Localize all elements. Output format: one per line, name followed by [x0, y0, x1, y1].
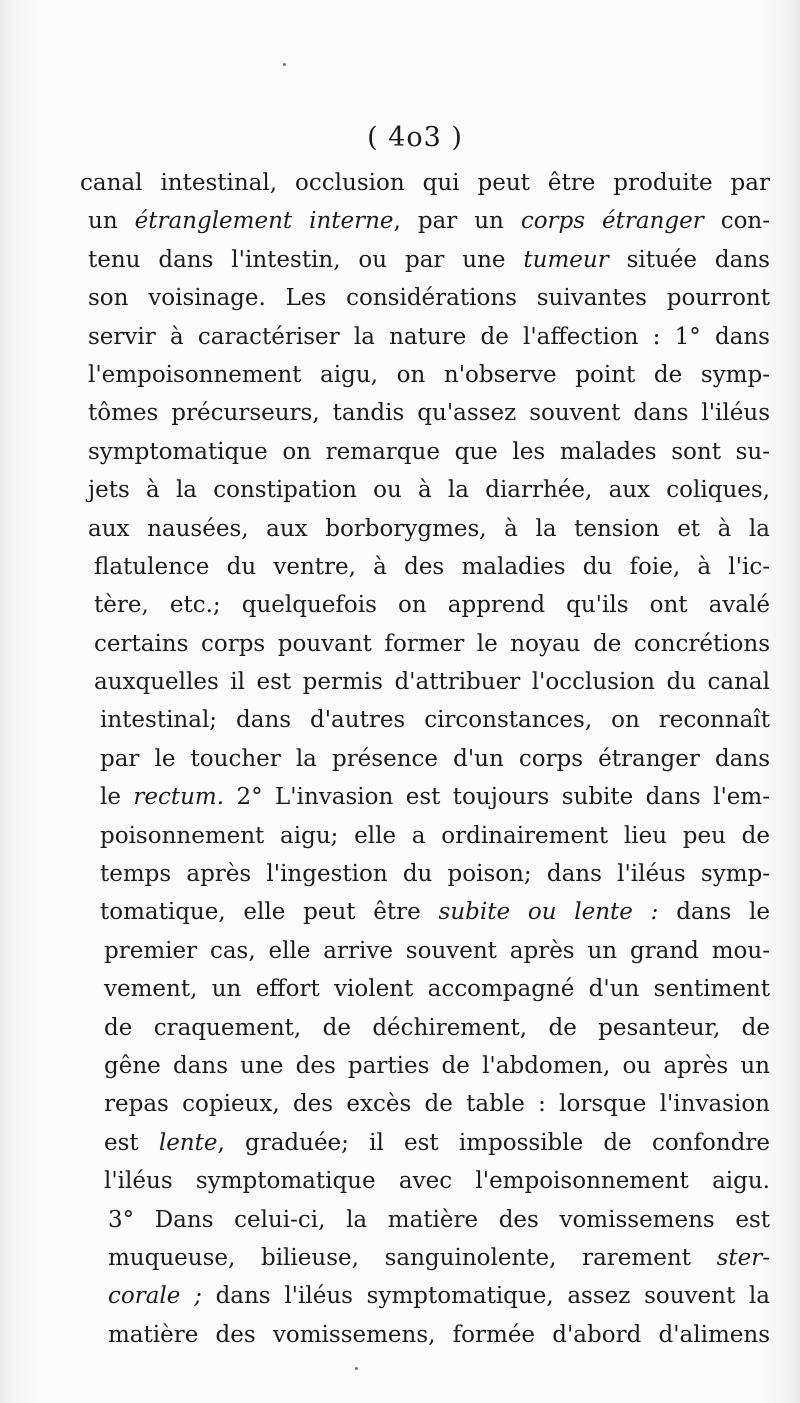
text-line: [80, 701, 770, 739]
text-line: [80, 471, 770, 509]
text-run: premier cas, elle arrive souvent après un grand mou-: [104, 937, 770, 964]
text-line: [80, 855, 770, 893]
text-run: dans le: [658, 899, 770, 926]
text-run: , graduée; il est impossible de confondre: [217, 1129, 770, 1156]
text-run: aux nausées, aux borborygmes, à la tension et à la: [88, 515, 770, 542]
text-line: [80, 1009, 770, 1047]
text-line: [80, 625, 770, 663]
text-run: est: [104, 1129, 159, 1156]
text-run: certains corps pouvant former le noyau de concrétions: [94, 630, 770, 657]
text-run: repas copieux, des excès de table : lorsque l'invasion: [104, 1091, 770, 1118]
text-line: [80, 1316, 770, 1354]
text-line: [80, 740, 770, 778]
text-run: jets à la constipation ou à la diarrhée, aux coliques,: [88, 477, 770, 504]
text-run: 2° L'invasion est toujours subite dans l'em-: [224, 784, 770, 811]
text-run: muqueuse, bilieuse, sanguinolente, rarement: [108, 1244, 717, 1271]
text-run: tômes précurseurs, tandis qu'assez souvent dans l'iléus: [88, 400, 770, 427]
text-run: , par un: [393, 208, 521, 235]
text-run: l'empoisonnement aigu, on n'observe point de symp-: [88, 361, 770, 388]
text-run: 3° Dans celui-ci, la matière des vomissemens est: [108, 1206, 770, 1233]
italic-run: rectum.: [133, 784, 225, 811]
italic-run: corale ;: [108, 1283, 202, 1310]
text-line: [80, 1162, 770, 1200]
text-run: dans l'iléus symptomatique, assez souvent la: [201, 1283, 770, 1310]
italic-run: tumeur: [523, 246, 609, 273]
text-line: [80, 1239, 770, 1277]
text-run: de craquement, de déchirement, de pesanteur, de: [104, 1014, 770, 1041]
text-run: tenu dans l'intestin, ou par une: [88, 246, 524, 273]
text-run: un: [88, 208, 135, 235]
text-run: con-: [703, 208, 771, 235]
text-line: [80, 548, 770, 586]
text-run: gêne dans une des parties de l'abdomen, ou après un: [104, 1052, 770, 1079]
text-line: [80, 279, 770, 317]
text-run: poisonnement aigu; elle a ordinairement lieu peu de: [100, 822, 770, 849]
text-line: [80, 433, 770, 471]
text-run: temps après l'ingestion du poison; dans l'iléus symp-: [100, 861, 770, 888]
text-line: [80, 970, 770, 1008]
text-run: son voisinage. Les considérations suivantes pourront: [88, 285, 770, 312]
text-run: tère, etc.; quelquefois on apprend qu'ils ont avalé: [94, 592, 770, 619]
text-run: auxquelles il est permis d'attribuer l'occlusion du canal: [94, 669, 770, 696]
text-run: le: [100, 784, 134, 811]
ink-speck: [355, 1367, 358, 1370]
text-line: [80, 202, 770, 240]
text-run: par le toucher la présence d'un corps étranger dans: [100, 745, 770, 772]
page-number: ( 4o3 ): [367, 122, 463, 153]
text-run: située dans: [608, 246, 770, 273]
text-run: l'iléus symptomatique avec l'empoisonnement aigu.: [104, 1168, 770, 1195]
text-line: [80, 1201, 770, 1239]
italic-run: ster-: [716, 1244, 770, 1271]
text-run: vement, un effort violent accompagné d'un sentiment: [104, 976, 770, 1003]
text-line: [80, 586, 770, 624]
text-run: flatulence du ventre, à des maladies du foie, à l'ic-: [94, 553, 770, 580]
text-line: [80, 817, 770, 855]
text-line: [80, 1047, 770, 1085]
italic-run: corps étranger: [520, 208, 704, 235]
text-run: canal intestinal, occlusion qui peut être produite par: [80, 170, 770, 196]
ink-speck: [283, 63, 286, 66]
text-run: tomatique, elle peut être: [100, 899, 439, 926]
text-line: [80, 932, 770, 970]
text-line: [80, 510, 770, 548]
text-line: [80, 1085, 770, 1123]
body-text: [80, 164, 770, 1354]
text-line: [80, 394, 770, 432]
text-line: [80, 318, 770, 356]
text-run: symptomatique on remarque que les malades sont su-: [88, 438, 770, 465]
text-line: [80, 893, 770, 931]
text-line: [80, 1277, 770, 1315]
text-line: [80, 164, 770, 202]
text-line: [80, 663, 770, 701]
text-run: servir à caractériser la nature de l'affection : 1° dans: [88, 323, 770, 350]
italic-run: lente: [158, 1129, 218, 1156]
text-line: [80, 778, 770, 816]
text-run: matière des vomissemens, formée d'abord d'alimens: [108, 1321, 770, 1348]
italic-run: subite ou lente :: [438, 899, 659, 926]
text-run: intestinal; dans d'autres circonstances, on reconnaît: [100, 707, 770, 734]
text-line: [80, 356, 770, 394]
italic-run: étranglement interne: [134, 208, 394, 235]
text-line: [80, 241, 770, 279]
text-line: [80, 1124, 770, 1162]
